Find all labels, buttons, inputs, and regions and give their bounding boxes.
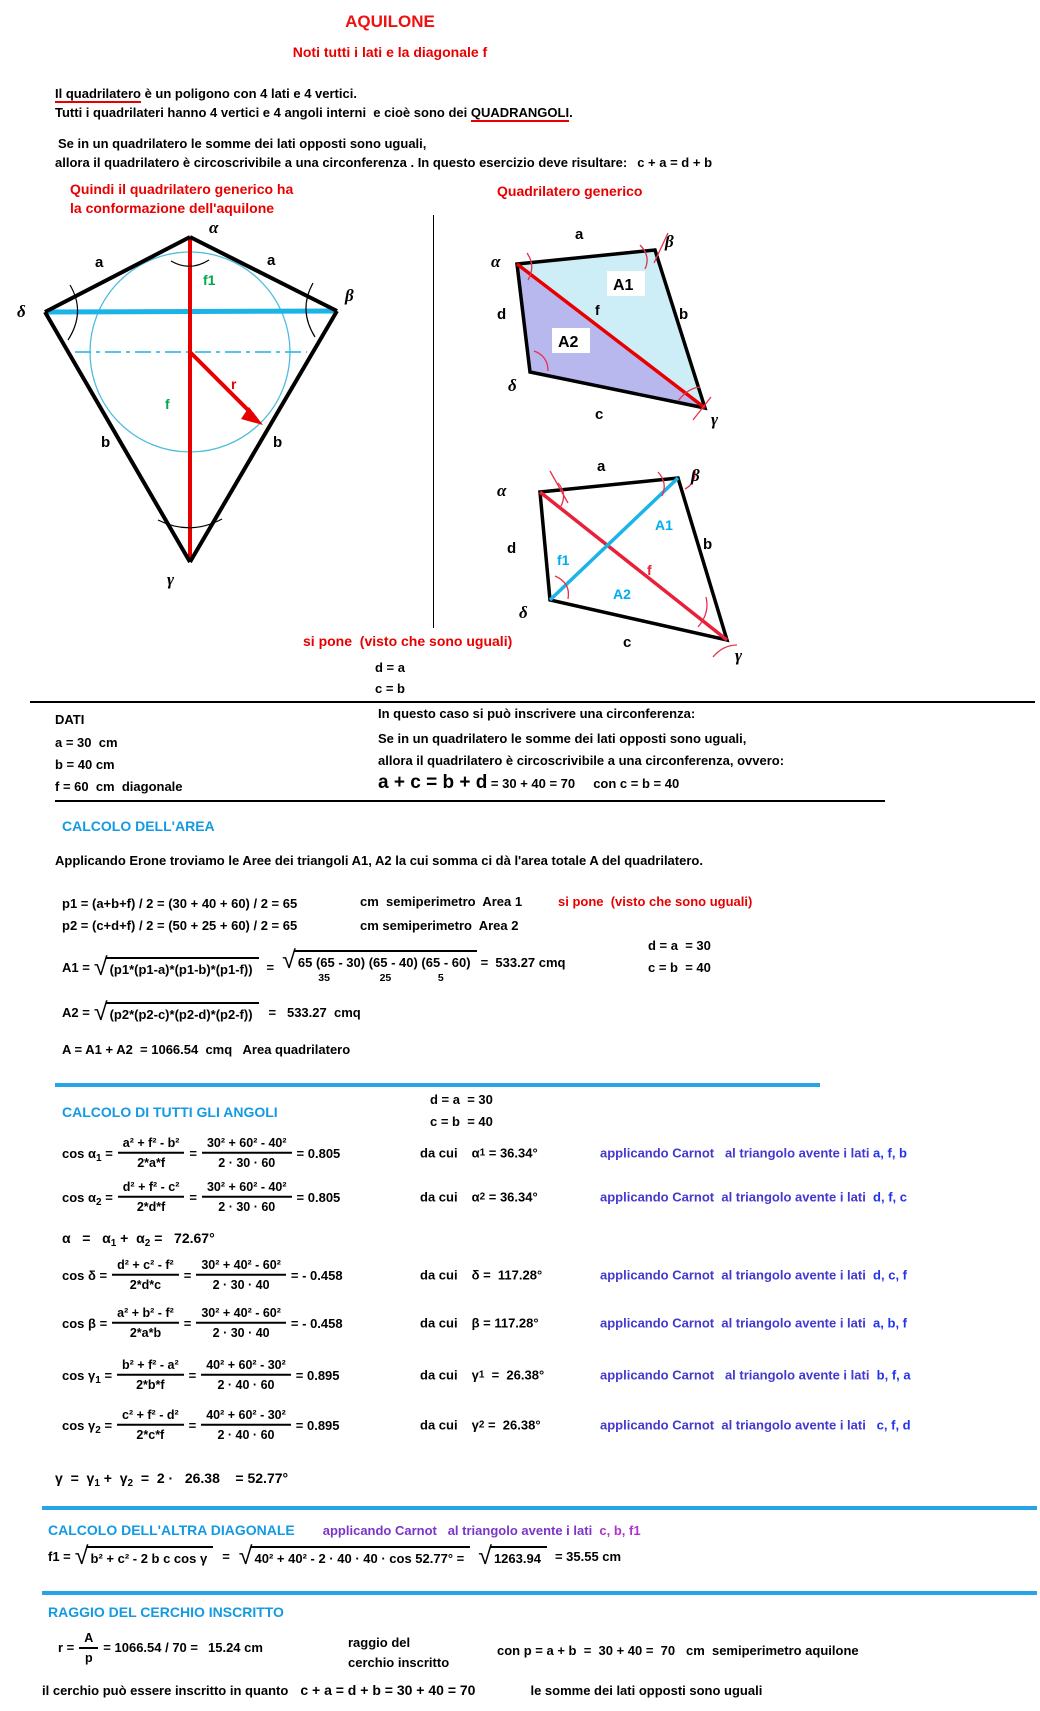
area-a1-radical-2 <box>282 946 476 985</box>
fraction-symbolic: $\frac{\text{c² + f² - d²}}{2*c*f}$ <box>117 1407 184 1444</box>
intro-line-2-pre: Tutti i quadrilateri hanno 4 vertici e 4 angoli interni e cioè sono dei <box>55 105 471 120</box>
angle-row-gamma2-note: applicando Carnot al triangolo avente i lati c, f, d <box>600 1417 911 1433</box>
raggio-mid: = 1066.54 / 70 = <box>103 1640 198 1656</box>
dati-row-a: a = 30 cm <box>55 735 118 750</box>
inscr-formula-big: a + c = b + d <box>378 772 488 793</box>
inscr-line-1: In questo caso si può inscrivere una circonferenza: <box>378 706 696 721</box>
intro-line-1 <box>55 86 357 102</box>
area-p2-formula: p2 = (c+d+f) / 2 = (50 + 25 + 60) / 2 = 65 <box>62 918 298 933</box>
area-a2-result: = 533.27 cmq <box>268 1004 361 1020</box>
kite-vertex-delta-label: δ <box>17 302 26 321</box>
fraction-numeric: $\frac{\text{40² + 60² - 30²}}{2 \cdot 40 \cdot 60}$ <box>201 1407 291 1444</box>
cos-result: = 0.805 <box>296 1189 341 1205</box>
area-ceq: c = b = 40 <box>648 960 711 975</box>
sqrt-icon: √ <box>238 1542 253 1570</box>
area-a1-subvalues: 35 25 5 <box>297 971 444 984</box>
area-a1-radical-1 <box>93 953 259 982</box>
quad1-side-c-label: c <box>595 406 604 423</box>
side-b-right <box>190 311 337 562</box>
angle-row-delta-value: da cui δ = 117.28° <box>420 1267 543 1283</box>
fraction-numeric: $\frac{\text{30² + 40² - 60²}}{2 \cdot 30 \cdot 40}$ <box>196 1257 286 1294</box>
cos-result: = 0.805 <box>296 1145 341 1161</box>
cos-label: cos α <box>62 1145 97 1161</box>
eq-sign: = <box>104 1367 113 1383</box>
intro-line-3: Se in un quadrilatero le somme dei lati opposti sono uguali, <box>58 136 427 151</box>
sqrt-icon: √ <box>282 946 296 974</box>
alpha-sum-line: $\alpha = \alpha_1 + \alpha_2 = 72.67^\circ$ <box>62 1230 215 1249</box>
sqrt-icon: √ <box>74 1542 89 1570</box>
eq-sign: = <box>189 1189 197 1205</box>
eq-sign: = <box>105 1145 113 1161</box>
quad2-beta-label: β <box>691 466 700 485</box>
diagonale-radicand-2: 40² + 40² - 2 · 40 · 40 · cos 52.77° = <box>251 1546 471 1567</box>
intro-line-1-rest: è un poligono con 4 lati e 4 vertici. <box>140 86 357 101</box>
dati-row-f: f = 60 cm diagonale <box>55 779 183 794</box>
area-p1-formula: p1 = (a+b+f) / 2 = (30 + 40 + 60) / 2 = 65 <box>62 896 298 911</box>
intro-line-4-formula: c + a = d + b <box>637 155 713 170</box>
page-title: AQUILONE <box>345 12 435 31</box>
cos-label: cos δ <box>62 1267 96 1283</box>
diagonale-radicand-1: b² + c² - 2 b c cos γ <box>87 1546 214 1567</box>
quad2-side-a-label: a <box>597 458 606 475</box>
fraction-symbolic: $\frac{\text{b² + f² - a²}}{2*b*f}$ <box>117 1357 184 1394</box>
quad-generico-figure <box>435 205 765 430</box>
fraction-symbolic: $\frac{\text{a² + b² - f²}}{2*a*b}$ <box>112 1305 179 1342</box>
inscr-formula-rest: = 30 + 40 = 70 con c = b = 40 <box>487 776 680 791</box>
area-a2-row <box>62 998 361 1026</box>
quad1-a2-label: A2 <box>558 334 579 351</box>
cos-label: cos γ <box>62 1367 96 1383</box>
diagonale-radical-2 <box>238 1542 470 1570</box>
inscr-line-3: allora il quadrilatero è circoscrivibile a una circonferenza, ovvero: <box>378 753 785 768</box>
quad1-delta-label: δ <box>508 376 517 395</box>
angle-row-alpha1-formula <box>62 1135 340 1172</box>
area-a1-eq: = <box>266 959 275 975</box>
eq-sign: = <box>183 1267 192 1283</box>
diagonale-header-row <box>48 1522 641 1539</box>
angle-row-gamma1-note: applicando Carnot al triangolo avente i lati b, f, a <box>600 1367 911 1383</box>
angle-row-beta <box>0 1300 1040 1346</box>
diagonale-lati: c, b, f1 <box>599 1523 641 1538</box>
cos-subscript: 1 <box>95 1374 101 1386</box>
inscr-line-2: Se in un quadrilatero le somme dei lati opposti sono uguali, <box>378 731 747 746</box>
page-subtitle: Noti tutti i lati e la diagonale f <box>292 44 488 60</box>
diagonale-formula-row <box>48 1542 622 1570</box>
raggio-formula-row <box>58 1630 263 1667</box>
dati-row-b: b = 40 cm <box>55 757 115 772</box>
inscr-formula <box>378 772 679 795</box>
fraction-symbolic: $\frac{\text{d² + c² - f²}}{2*d*c}$ <box>112 1257 179 1294</box>
quad2-gamma-label: γ <box>735 646 743 665</box>
quad1-a1-label: A1 <box>613 277 634 294</box>
kite-side-a-left-label: a <box>95 254 104 271</box>
kite-caption-line1: Quindi il quadrilatero generico ha <box>70 181 294 197</box>
fraction-symbolic: $\frac{\text{d² + f² - c²}}{2*d*f}$ <box>118 1179 185 1216</box>
kite-f-label: f <box>165 396 170 412</box>
sipone-eq2: c = b <box>375 681 405 696</box>
eq-sign: = <box>189 1145 197 1161</box>
angle-row-gamma1 <box>0 1352 1040 1398</box>
area-a1-radicand-1: (p1*(p1-a)*(p1-b)*(p1-f)) <box>106 957 259 978</box>
diagonale-radical-1 <box>74 1542 213 1570</box>
kite-caption-line2: la conformazione dell'aquilone <box>70 199 275 216</box>
sqrt-icon: √ <box>93 953 108 982</box>
angle-row-alpha1-note: applicando Carnot al triangolo avente i lati a, f, b <box>600 1145 907 1161</box>
angle-row-delta-formula <box>62 1257 343 1294</box>
cos-result: = 0.895 <box>295 1367 340 1383</box>
quad2-side-b-label: b <box>703 536 713 553</box>
raggio-value: 15.24 cm <box>208 1640 263 1656</box>
kite-figure <box>15 195 390 595</box>
radius-arrowhead <box>241 407 263 425</box>
side-a-left <box>45 237 190 312</box>
quad2-delta-label: δ <box>519 603 528 622</box>
quad2-f-label: f <box>647 562 652 578</box>
diagonale-carnot-note: applicando Carnot al triangolo avente i lati <box>322 1523 600 1538</box>
cos-result: = 0.895 <box>295 1417 340 1433</box>
quad2-a1-label: A1 <box>655 517 673 533</box>
quad2-side-c-label: c <box>623 634 632 651</box>
angle-row-delta <box>0 1252 1040 1298</box>
eq-sign: = <box>99 1267 108 1283</box>
angoli-ceq: c = b = 40 <box>430 1114 493 1129</box>
angle-row-beta-note: applicando Carnot al triangolo avente i lati a, b, f <box>600 1315 907 1331</box>
eq-sign: = <box>104 1417 113 1433</box>
angle-row-gamma2 <box>0 1402 1040 1448</box>
bottom-formula: c + a = d + b <box>300 1682 381 1698</box>
bottom-conclusion-row: il cerchio può essere inscritto in quanto c + a = d + b = 30 + 40 = 70 le somme dei lati opposti sono uguali <box>42 1682 763 1698</box>
diagonale-header: CALCOLO DELL'ALTRA DIAGONALE <box>48 1522 295 1538</box>
underlined-il-quadrilatero: Il quadrilatero <box>55 86 141 101</box>
quad2-tick-alpha <box>550 471 568 503</box>
kite-r-label: r <box>231 376 237 392</box>
quad2-a2-label: A2 <box>613 586 631 602</box>
kite-side-b-left-label: b <box>101 434 111 451</box>
angle-row-beta-value: da cui β = 117.28° <box>420 1315 539 1331</box>
area-a2-lhs: A2 = <box>62 1004 90 1020</box>
cos-result: = - 0.458 <box>290 1315 343 1331</box>
intro-line-2 <box>55 105 573 121</box>
angle-row-gamma1-value: da cui γ 1 = 26.38° <box>420 1367 545 1383</box>
sqrt-icon: √ <box>478 1542 492 1570</box>
quad1-gamma-label: γ <box>711 410 719 429</box>
quad1-caption: Quadrilatero generico <box>497 183 643 199</box>
intro-line-2-end: . <box>569 105 573 120</box>
radius-arrow-line <box>190 352 253 415</box>
dati-title: DATI <box>55 712 85 727</box>
diagonale-radical-3 <box>478 1542 547 1570</box>
area-a1-row <box>62 946 566 985</box>
area-a1-radicand-2-text: 65 (65 - 30) (65 - 40) (65 - 60) <box>297 955 471 970</box>
eq-sign: = <box>188 1417 197 1433</box>
area-intro: Applicando Erone troviamo le Aree dei triangoli A1, A2 la cui somma ci dà l'area totale A del quadrilatero. <box>55 853 703 868</box>
gamma-sum-line: $\gamma = \gamma_1 + \gamma_2 = 2 \cdot 26.38$ = 52.77° <box>55 1470 289 1489</box>
cos-label: cos β <box>62 1315 96 1331</box>
fraction-numeric: $\frac{\text{40² + 60² - 30²}}{2 \cdot 40 \cdot 60}$ <box>201 1357 291 1394</box>
area-deq: d = a = 30 <box>648 938 711 953</box>
figure-divider-line <box>433 215 434 628</box>
kite-vertex-beta-label: β <box>345 286 354 305</box>
area-a1-radicand-2 <box>294 950 477 985</box>
area-total: A = A1 + A2 = 1066.54 cmq Area quadrilatero <box>62 1042 351 1057</box>
quad1-side-d-label: d <box>497 306 507 323</box>
eq-sign: = <box>222 1548 230 1564</box>
quad1-alpha-label: α <box>491 252 501 271</box>
angle-row-gamma1-formula <box>62 1357 340 1394</box>
sipone-eq1: d = a <box>375 660 405 675</box>
diagonale-lhs: f1 = <box>48 1548 71 1564</box>
raggio-header: RAGGIO DEL CERCHIO INSCRITTO <box>48 1604 284 1620</box>
quad1-f-label: f <box>595 302 600 318</box>
area-sipone-note: si pone (visto che sono uguali) <box>558 894 753 909</box>
angoli-header: CALCOLO DI TUTTI GLI ANGOLI <box>62 1104 278 1120</box>
angle-row-beta-formula <box>62 1305 343 1342</box>
sipone-note: si pone (visto che sono uguali) <box>303 633 513 649</box>
angle-row-alpha1-value: da cui α 1 = 36.34° <box>420 1145 538 1161</box>
raggio-lhs: r = <box>58 1640 75 1656</box>
intro-line-4 <box>55 155 712 171</box>
fraction-numeric: $\frac{\text{30² + 40² - 60²}}{2 \cdot 30 \cdot 40}$ <box>196 1305 286 1342</box>
kite-f1-label: f1 <box>203 272 216 288</box>
divider-blue-3 <box>42 1591 1037 1595</box>
angle-row-delta-note: applicando Carnot al triangolo avente i lati d, c, f <box>600 1267 907 1283</box>
eq-sign: = <box>183 1315 192 1331</box>
fraction-numeric: $\frac{\text{30² + 60² - 40²}}{2 \cdot 30 \cdot 60}$ <box>202 1135 292 1172</box>
kite-vertex-gamma-label: γ <box>167 570 175 589</box>
raggio-semiperimetro-note: con p = a + b = 30 + 40 = 70 cm semiperimetro aquilone <box>497 1643 859 1658</box>
cos-subscript: 1 <box>96 1152 102 1164</box>
quad1-side-b-label: b <box>679 306 689 323</box>
quad2-f1-label: f1 <box>557 552 570 568</box>
angle-row-alpha2-value: da cui α 2 = 36.34° <box>420 1189 538 1205</box>
fraction-numeric: $\frac{\text{30² + 60² - 40²}}{2 \cdot 30 \cdot 60}$ <box>202 1179 292 1216</box>
divider-2 <box>55 800 885 802</box>
area-p1-unit: cm semiperimetro Area 1 <box>360 894 523 909</box>
eq-sign: = <box>188 1367 197 1383</box>
area-header: CALCOLO DELL'AREA <box>62 818 215 834</box>
angle-row-alpha2-formula <box>62 1179 340 1216</box>
diagonale-radicand-3: 1263.94 <box>490 1546 547 1567</box>
quad1-beta-label: β <box>665 232 674 251</box>
diagonale-result: = 35.55 cm <box>554 1548 622 1564</box>
raggio-fraction: $\frac{A}{p}$ <box>79 1630 98 1667</box>
divider-blue-2 <box>42 1506 1037 1510</box>
cos-label: cos α <box>62 1189 97 1205</box>
underlined-quadrangoli: QUADRANGOLI <box>470 105 570 120</box>
angle-row-alpha2-note: applicando Carnot al triangolo avente i lati d, f, c <box>600 1189 907 1205</box>
quad2-alpha-label: α <box>497 481 507 500</box>
kite-vertex-alpha-label: α <box>209 218 219 237</box>
cos-result: = - 0.458 <box>290 1267 343 1283</box>
kite-side-a-right-label: a <box>267 252 276 269</box>
cos-subscript: 2 <box>96 1196 102 1208</box>
area-p2-unit: cm semiperimetro Area 2 <box>360 918 519 933</box>
sqrt-icon: √ <box>93 998 108 1026</box>
angle-row-alpha2 <box>0 1174 1040 1220</box>
angle-row-gamma2-value: da cui γ 2 = 26.38° <box>420 1417 541 1433</box>
eq-sign: = <box>99 1315 108 1331</box>
divider-1 <box>30 701 1035 703</box>
cos-subscript: 2 <box>95 1424 101 1436</box>
area-a1-lhs: A1 = <box>62 959 90 975</box>
area-a2-radical <box>93 998 259 1026</box>
quad2-diagonal-f1 <box>550 478 678 600</box>
area-a2-radicand: (p2*(p2-c)*(p2-d)*(p2-f)) <box>106 1002 259 1023</box>
raggio-note: raggio del cerchio inscritto <box>348 1635 450 1670</box>
kite-side-b-right-label: b <box>273 434 283 451</box>
quad2-arc-gamma2 <box>713 645 737 657</box>
intro-line-4-text: allora il quadrilatero è circoscrivibile a una circonferenza . In questo esercizio deve risultare: <box>55 155 628 170</box>
cos-label: cos γ <box>62 1417 96 1433</box>
angle-row-gamma2-formula <box>62 1407 340 1444</box>
area-a1-result: = 533.27 cmq <box>480 955 566 970</box>
quad2-side-d-label: d <box>507 540 517 557</box>
angoli-deq: d = a = 30 <box>430 1092 493 1107</box>
eq-sign: = <box>105 1189 113 1205</box>
quad1-side-a-label: a <box>575 226 584 243</box>
angle-row-alpha1 <box>0 1130 1040 1176</box>
fraction-symbolic: $\frac{\text{a² + f² - b²}}{2*a*f}$ <box>118 1135 185 1172</box>
divider-blue-1 <box>55 1083 820 1087</box>
